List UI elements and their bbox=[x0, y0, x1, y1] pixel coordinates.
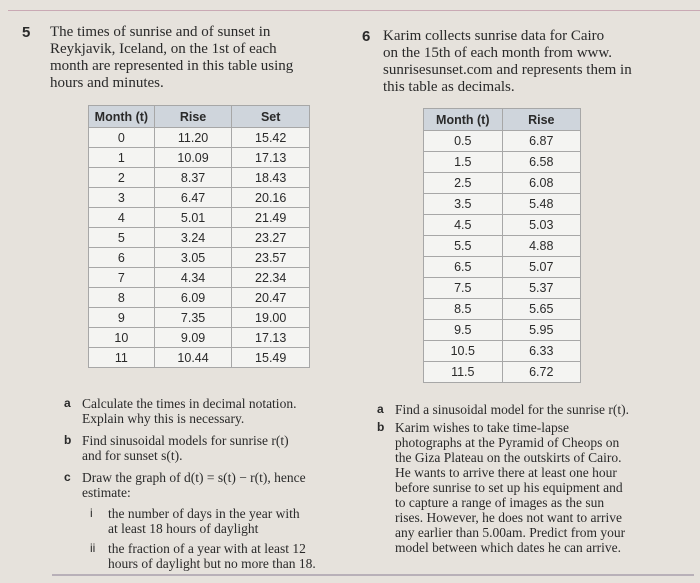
table-cell: 5.03 bbox=[502, 215, 580, 236]
table-row bbox=[89, 148, 310, 168]
table-cell: 6.33 bbox=[502, 341, 580, 362]
table-cell: 9.09 bbox=[154, 328, 232, 348]
part-text: hours of daylight but no more than 18. bbox=[108, 556, 316, 571]
question-6b bbox=[377, 420, 685, 555]
table-cell: 6.5 bbox=[424, 257, 503, 278]
table-cell: 17.13 bbox=[232, 328, 310, 348]
part-label: ii bbox=[90, 541, 96, 555]
part-text: Explain why this is necessary. bbox=[82, 411, 245, 426]
table-row bbox=[424, 173, 581, 194]
table-row bbox=[424, 362, 581, 383]
intro-line: The times of sunrise and of sunset in bbox=[50, 24, 271, 40]
table-row bbox=[424, 194, 581, 215]
part-text: at least 18 hours of daylight bbox=[108, 521, 259, 536]
part-text: photographs at the Pyramid of Cheops on bbox=[395, 435, 620, 450]
table-cell: 2.5 bbox=[424, 173, 503, 194]
intro-line: on the 15th of each month from www. bbox=[383, 45, 612, 61]
top-rule bbox=[8, 10, 700, 11]
table-cell: 5.65 bbox=[502, 299, 580, 320]
table-row bbox=[424, 299, 581, 320]
part-text: the fraction of a year with at least 12 bbox=[108, 541, 306, 556]
table-cell: 15.49 bbox=[232, 348, 310, 368]
part-text: the Giza Plateau on the outskirts of Cairo. bbox=[395, 450, 622, 465]
intro-line: Reykjavik, Iceland, on the 1st of each bbox=[50, 41, 277, 57]
part-text: model between which dates he can arrive. bbox=[395, 540, 622, 555]
table-row bbox=[424, 236, 581, 257]
part-text: Draw the graph of d(t) = s(t) − r(t), hence bbox=[82, 470, 306, 485]
table-cell: 1 bbox=[89, 148, 155, 168]
question-5b bbox=[64, 433, 352, 463]
table-cell: 20.16 bbox=[232, 188, 310, 208]
table-row bbox=[424, 152, 581, 173]
table-cell: 11.5 bbox=[424, 362, 503, 383]
table-cell: 3.24 bbox=[154, 228, 232, 248]
table-cell: 20.47 bbox=[232, 288, 310, 308]
question-6-number: 6 bbox=[362, 28, 371, 45]
table-cell: 4.5 bbox=[424, 215, 503, 236]
part-label: b bbox=[64, 433, 72, 447]
question-5-intro bbox=[50, 24, 350, 92]
table-cell: 0.5 bbox=[424, 131, 503, 152]
question-5c-i bbox=[90, 506, 358, 536]
question-5c bbox=[64, 470, 352, 500]
part-text: estimate: bbox=[82, 485, 131, 500]
table-cell: 6.08 bbox=[502, 173, 580, 194]
table-row bbox=[89, 228, 310, 248]
table-cell: 10 bbox=[89, 328, 155, 348]
part-text: the number of days in the year with bbox=[108, 506, 300, 521]
question-5c-ii bbox=[90, 541, 363, 571]
intro-line: hours and minutes. bbox=[50, 75, 164, 91]
question-5-number: 5 bbox=[22, 24, 31, 41]
part-label: a bbox=[377, 402, 384, 416]
part-label: a bbox=[64, 396, 71, 410]
question-5a bbox=[64, 396, 352, 426]
table-cell: 7.5 bbox=[424, 278, 503, 299]
table-cell: 5.5 bbox=[424, 236, 503, 257]
reykjavik-sunrise-sunset-table bbox=[88, 105, 310, 368]
table-cell: 3.5 bbox=[424, 194, 503, 215]
intro-line: sunrisesunset.com and represents them in bbox=[383, 62, 632, 78]
table-row bbox=[424, 131, 581, 152]
table-cell: 5 bbox=[89, 228, 155, 248]
table-cell: 6.47 bbox=[154, 188, 232, 208]
table-cell: 18.43 bbox=[232, 168, 310, 188]
part-label: c bbox=[64, 470, 71, 484]
table-cell: 3.05 bbox=[154, 248, 232, 268]
table-row bbox=[424, 257, 581, 278]
table-cell: 5.95 bbox=[502, 320, 580, 341]
table-row bbox=[89, 208, 310, 228]
question-6-intro bbox=[383, 28, 683, 96]
cairo-sunrise-table bbox=[423, 108, 581, 383]
table-row bbox=[424, 341, 581, 362]
column-header: Rise bbox=[502, 109, 580, 131]
table-cell: 10.5 bbox=[424, 341, 503, 362]
part-text: He wants to arrive there at least one hour bbox=[395, 465, 617, 480]
part-text: Calculate the times in decimal notation. bbox=[82, 396, 297, 411]
table-cell: 7 bbox=[89, 268, 155, 288]
table-row bbox=[89, 168, 310, 188]
table-cell: 6.09 bbox=[154, 288, 232, 308]
intro-line: month are represented in this table using bbox=[50, 58, 294, 74]
table-cell: 19.00 bbox=[232, 308, 310, 328]
table-row bbox=[89, 288, 310, 308]
table-cell: 4.34 bbox=[154, 268, 232, 288]
table-cell: 6.58 bbox=[502, 152, 580, 173]
table-cell: 7.35 bbox=[154, 308, 232, 328]
part-text: Find sinusoidal models for sunrise r(t) bbox=[82, 433, 289, 448]
part-text: before sunrise to set up his equipment and bbox=[395, 480, 623, 495]
table-cell: 10.44 bbox=[154, 348, 232, 368]
table-cell: 8 bbox=[89, 288, 155, 308]
table-cell: 21.49 bbox=[232, 208, 310, 228]
table-cell: 9 bbox=[89, 308, 155, 328]
part-text: and for sunset s(t). bbox=[82, 448, 183, 463]
table-cell: 3 bbox=[89, 188, 155, 208]
table-row bbox=[89, 348, 310, 368]
table-cell: 9.5 bbox=[424, 320, 503, 341]
table-cell: 6.72 bbox=[502, 362, 580, 383]
column-header: Month (t) bbox=[424, 109, 503, 131]
intro-line: this table as decimals. bbox=[383, 79, 515, 95]
table-cell: 11.20 bbox=[154, 128, 232, 148]
part-text: rises. However, he does not want to arrive bbox=[395, 510, 623, 525]
table-cell: 2 bbox=[89, 168, 155, 188]
part-text: Find a sinusoidal model for the sunrise r(t). bbox=[395, 402, 629, 417]
table-row bbox=[89, 328, 310, 348]
table-cell: 15.42 bbox=[232, 128, 310, 148]
table-cell: 8.5 bbox=[424, 299, 503, 320]
part-label: b bbox=[377, 420, 385, 434]
table-cell: 4.88 bbox=[502, 236, 580, 257]
table-cell: 1.5 bbox=[424, 152, 503, 173]
table-cell: 5.01 bbox=[154, 208, 232, 228]
part-text: to capture a range of images as the sun bbox=[395, 495, 605, 510]
table-row bbox=[424, 320, 581, 341]
intro-line: Karim collects sunrise data for Cairo bbox=[383, 28, 605, 44]
table-cell: 8.37 bbox=[154, 168, 232, 188]
table-row bbox=[89, 268, 310, 288]
table-row bbox=[89, 248, 310, 268]
bottom-rule bbox=[52, 574, 694, 576]
table-cell: 22.34 bbox=[232, 268, 310, 288]
column-header: Month (t) bbox=[89, 106, 155, 128]
question-6a bbox=[377, 402, 685, 417]
table-cell: 6.87 bbox=[502, 131, 580, 152]
table-cell: 23.57 bbox=[232, 248, 310, 268]
part-text: Karim wishes to take time-lapse bbox=[395, 420, 569, 435]
column-header: Rise bbox=[154, 106, 232, 128]
part-text: any earlier than 5.00am. Predict from your bbox=[395, 525, 626, 540]
table-row bbox=[89, 188, 310, 208]
table-row bbox=[424, 278, 581, 299]
table-cell: 10.09 bbox=[154, 148, 232, 168]
table-cell: 11 bbox=[89, 348, 155, 368]
table-cell: 5.07 bbox=[502, 257, 580, 278]
part-label: i bbox=[90, 506, 93, 520]
table-row bbox=[89, 128, 310, 148]
table-cell: 5.37 bbox=[502, 278, 580, 299]
column-header: Set bbox=[232, 106, 310, 128]
table-cell: 4 bbox=[89, 208, 155, 228]
table-row bbox=[424, 215, 581, 236]
table-cell: 6 bbox=[89, 248, 155, 268]
table-row bbox=[89, 308, 310, 328]
table-cell: 5.48 bbox=[502, 194, 580, 215]
table-cell: 17.13 bbox=[232, 148, 310, 168]
table-cell: 0 bbox=[89, 128, 155, 148]
table-cell: 23.27 bbox=[232, 228, 310, 248]
